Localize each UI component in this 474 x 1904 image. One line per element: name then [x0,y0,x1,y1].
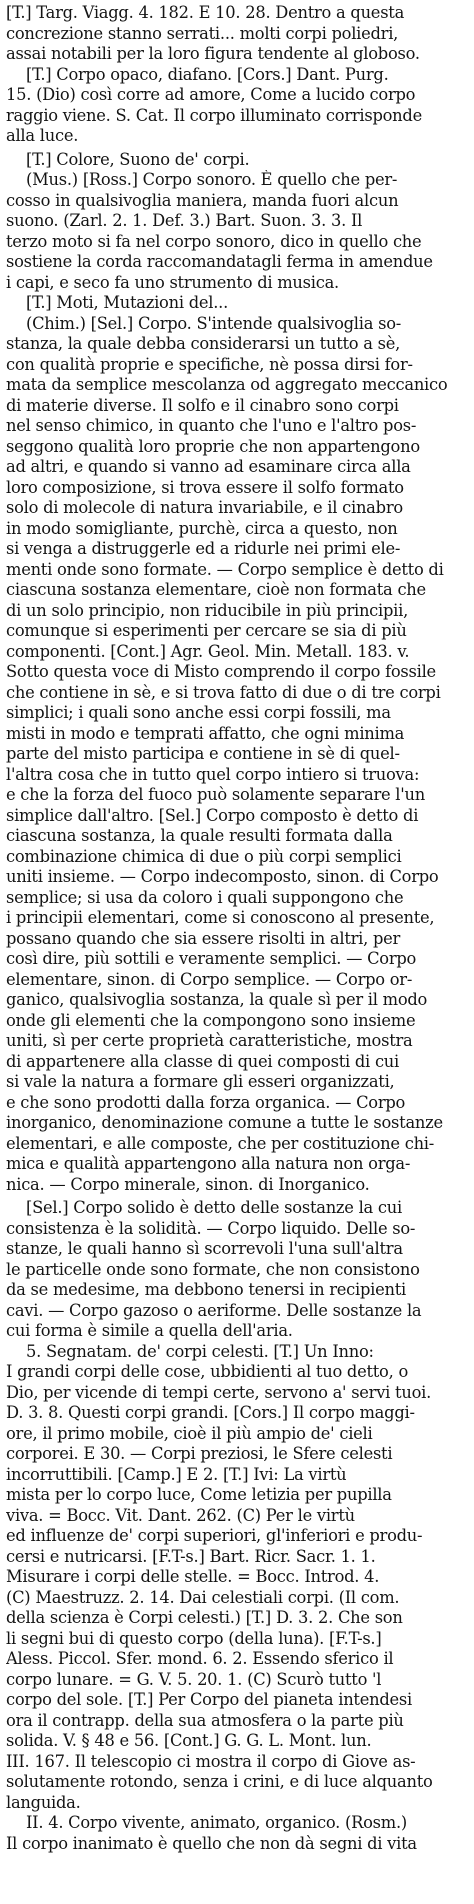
text-line: uniti insieme. — Corpo indecomposto, sinon. di Corpo [6,867,439,886]
text-line: loro composizione, si trova essere il solfo formato [6,477,404,497]
text-line: 5. Segnatam. de' corpi celesti. [T.] Un Inno: [26,1341,374,1361]
text-line: II. 4. Corpo vivente, animato, organico. (Rosm.) [26,1813,407,1832]
text-line: simplice dall'altro. [Sel.] Corpo composto è detto di [6,805,419,825]
text-line: incorruttibili. [Camp.] E 2. [T.] Ivi: La virtù [6,1464,347,1484]
text-line: viva. = Bocc. Vit. Dant. 262. (C) Per le virtù [6,1505,355,1525]
text-line: Il corpo inanimato è quello che non dà segni di vita [6,1833,417,1853]
text-line: le particelle onde sono formate, che non consistono [6,1259,420,1279]
text-line: Aless. Piccol. Sfer. mond. 6. 2. Essendo sferico il [6,1649,394,1668]
text-line: della scienza è Corpi celesti.) [T.] D. 3. 2. Che son [6,1608,403,1627]
text-line: cosso in qualsivoglia maniera, manda fuori alcun [6,190,399,210]
text-line: ganico, qualsivoglia sostanza, la quale sì per il modo [6,990,428,1009]
text-line: consistenza è la solidità. — Corpo liquido. Delle so- [6,1218,416,1238]
text-line: componenti. [Cont.] Agr. Geol. Min. Metall. 183. v. [6,641,410,661]
text-line: si vale la natura a formare gli esseri organizzati, [6,1072,395,1091]
text-line: e che sono prodotti dalla forza organica. — Corpo [6,1092,406,1112]
text-line: mista per lo corpo luce, Come letizia per pupilla [6,1485,392,1504]
text-line: corpo lunare. = G. V. 5. 20. 1. (C) Scurò tutto 'l [6,1669,382,1689]
text-line: li segni bui di questo corpo (della luna). [F.T-s.] [6,1628,382,1648]
text-line: (C) Maestruzz. 2. 14. Dai celestiali corpi. (Il com. [6,1587,400,1607]
text-line: raggio viene. S. Cat. Il corpo illuminato corrisponde [6,105,422,125]
text-line: mica e qualità appartengono alla natura non orga- [6,1154,411,1173]
text-line: onde gli elementi che la compongono sono insieme [6,1010,416,1030]
text-line: [T.] Targ. Viagg. 4. 182. E 10. 28. Dentro a questa [6,3,405,22]
text-line: concrezione stanno serrati... molti corpi poliedri, [6,23,399,43]
text-line: [T.] Colore, Suono de' corpi. [26,149,250,169]
text-line: seggono qualità loro proprie che non appartengono [6,436,420,456]
text-line: (Chim.) [Sel.] Corpo. S'intende qualsivoglia so- [26,313,402,333]
text-line: ciascuna sostanza, la quale resulti formata dalla [6,826,393,845]
text-line: I grandi corpi delle cose, ubbidienti al tuo detto, o [6,1362,409,1381]
text-line: di materie diverse. Il solfo e il cinabro sono corpi [6,395,399,415]
text-line: in modo somigliante, purchè, circa a questo, non [6,518,398,538]
text-line: semplice; si usa da coloro i quali suppongono che [6,887,404,907]
text-line: si venga a distruggerle ed a ridurle nei primi ele- [6,539,401,558]
text-line: nel senso chimico, in quanto che l'uno e l'altro pos- [6,416,417,435]
text-line: menti onde sono formate. — Corpo semplice è detto di [6,559,444,579]
text-line: suono. (Zarl. 2. 1. Def. 3.) Bart. Suon. 3. 3. Il [6,211,363,230]
text-line: solida. V. § 48 e 56. [Cont.] G. G. L. Mont. lun. [6,1731,372,1750]
text-line: Sotto questa voce di Misto comprendo il corpo fossile [6,662,436,681]
text-line: da se medesime, ma debbono tenersi in recipienti [6,1280,407,1299]
text-line: e che la forza del fuoco può solamente separare l'un [6,785,425,804]
text-line: ora il contrapp. della sua atmosfera o la parte più [6,1710,404,1730]
text-line: III. 167. Il telescopio ci mostra il corpo di Giove as- [6,1751,416,1771]
text-line: ed influenze de' corpi superiori, gl'inferiori e produ- [6,1526,423,1545]
text-line: così dire, più sottili e veramente semplici. — Corpo [6,949,417,968]
text-line: inorganico, denominazione comune a tutte le sostanze [6,1113,443,1132]
text-line: parte del misto participa e contiene in sè di quel- [6,744,400,763]
text-line: di un solo principio, non riducibile in più principii, [6,600,409,620]
text-line: (Mus.) [Ross.] Corpo sonoro. È quello che per- [26,170,398,189]
text-line: l'altra cosa che in tutto quel corpo intiero si truova: [6,764,420,784]
text-line: comunque si esperimenti per cercare se sia di più [6,621,407,640]
text-line: con qualità proprie e specifiche, nè possa dirsi for- [6,354,413,374]
text-line: stanza, la quale debba considerarsi un tutto a sè, [6,334,401,353]
text-line: solutamente rotondo, senza i crini, e di luce alquanto [6,1772,433,1791]
text-line: 15. (Dio) così corre ad amore, Come a lucido corpo [6,85,416,104]
text-line: ciascuna sostanza elementare, cioè non formata che [6,580,426,599]
text-line: cui forma è simile a quella dell'aria. [6,1321,293,1340]
text-line: corpo del sole. [T.] Per Corpo del pianeta intendesi [6,1690,412,1709]
text-line: nica. — Corpo minerale, sinon. di Inorganico. [6,1174,370,1194]
text-line: alla luce. [6,126,79,145]
text-line: Dio, per vicende di tempi certe, servono a' servi tuoi. [6,1382,432,1402]
text-line: ore, il primo mobile, cioè il più ampio de' cieli [6,1423,373,1443]
text-line: [T.] Moti, Mutazioni del... [26,293,228,312]
text-line: cavi. — Corpo gazoso o aeriforme. Delle sostanze la [6,1300,422,1320]
text-line: sostiene la corda raccomandatagli ferma in amendue [6,252,433,271]
text-line: mata da semplice mescolanza od aggregato meccanico [6,375,448,394]
text-line: i capi, e seco fa uno strumento di musica. [6,272,339,292]
text-line: che contiene in sè, e si trova fatto di due o di tre corpi [6,682,441,702]
text-line: possano quando che sia essere risolti in altri, per [6,928,401,948]
text-line: combinazione chimica di due o più corpi semplici [6,846,402,866]
text-line: cersi e nutricarsi. [F.T-s.] Bart. Ricr. Sacr. 1. 1. [6,1546,376,1566]
text-line: di appartenere alla classe di quei composti di cui [6,1051,400,1071]
text-line: terzo moto si fa nel corpo sonoro, dico in quello che [6,231,422,251]
text-line: corporei. E 30. — Corpi preziosi, le Sfere celesti [6,1444,393,1463]
text-line: D. 3. 8. Questi corpi grandi. [Cors.] Il corpo maggi- [6,1403,415,1422]
text-line: stanze, le quali hanno sì scorrevoli l'una sull'altra [6,1239,403,1258]
text-line: [T.] Corpo opaco, diafano. [Cors.] Dant. Purg. [26,64,389,84]
text-line: uniti, sì per certe proprietà caratteristiche, mostra [6,1031,413,1050]
text-line: i principii elementari, come si conoscono al presente, [6,908,435,927]
text-line: simplici; i quali sono anche essi corpi fossili, ma [6,703,391,722]
text-line: solo di molecole di natura invariabile, e il cinabro [6,498,403,517]
text-line: elementari, e alle composte, che per costituzione chi- [6,1133,435,1153]
text-line: [Sel.] Corpo solido è detto delle sostanze la cui [26,1198,402,1217]
text-line: Misurare i corpi delle stelle. = Bocc. Introd. 4. [6,1567,380,1586]
text-line: languida. [6,1792,81,1812]
text-line: ad altri, e quando si vanno ad esaminare circa alla [6,457,411,476]
text-line: assai notabili per la loro figura tendente al globoso. [6,44,420,63]
text-line: elementare, sinon. di Corpo semplice. — Corpo or- [6,969,413,989]
text-line: misti in modo e temprati affatto, che ogni minima [6,723,405,743]
